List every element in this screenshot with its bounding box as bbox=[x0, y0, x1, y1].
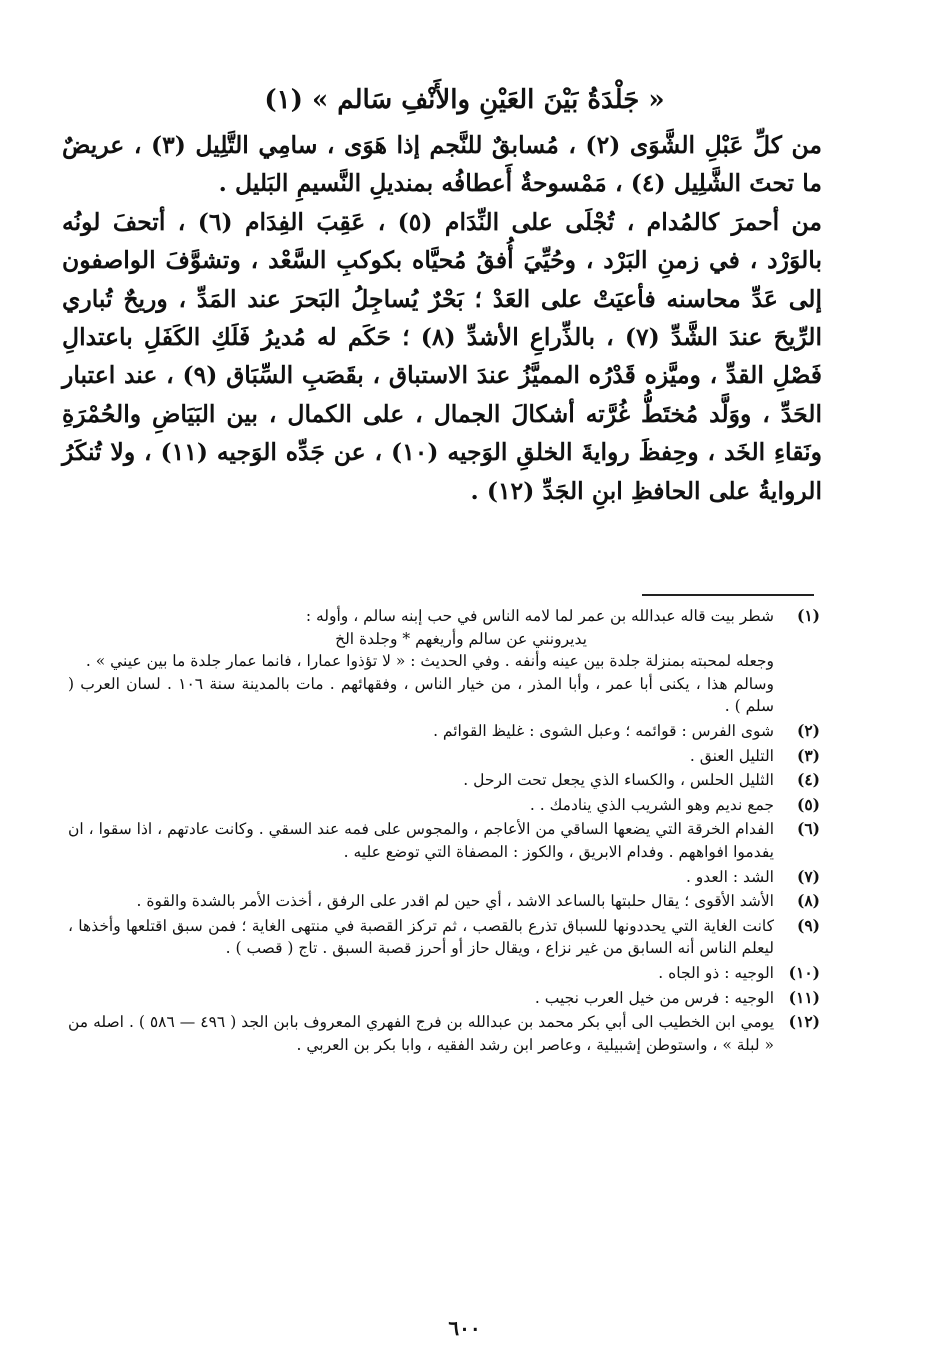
footnote-number: (١) bbox=[796, 606, 820, 625]
footnote-number: (٣) bbox=[796, 745, 820, 765]
footnote-10 bbox=[68, 962, 820, 985]
footnote-number: (٢) bbox=[796, 720, 820, 740]
footnote-number: (٩) bbox=[796, 915, 820, 935]
footnote-number: (١٢) bbox=[788, 1012, 820, 1032]
main-paragraph-2: من أحمرَ كالمُدام ، تُجْلَى على النِّدَام (٥) ، عَقِبَ الفِدَام (٦) ، أتحفَ لونُه بالوَرْد ، في زمنِ البَرْد ، وحُيِّيَ أُفقُ مُحيَّاه بكوكبِ السَّعْد ، وتشوَّفَ الواصفون إلى عَدِّ محاسنه فأعيَتْ على العَدْ ؛ بَحْرٌ يُساجِلُ البَحرَ عند المَدِّ ، وريحٌ تُباري الرِّيحَ عندَ الشَّدِّ (٧) ، بالذِّراعِ الأشدِّ (٨) ؛ حَكَم له مُديرُ فَلَكِ الكَفَلِ باعتدالِ فَصْلِ القدِّ ، وميَّزه قَدْرُه المميَّزُ عندَ الاستباق ، بقَصَبِ السِّبَاق (٩) ، عند اعتبار الحَدِّ ، ووَلَّد مُختَطُّ غُرَّته أشكالَ الجمال ، على الكمال ، بين البَيَاضِ والحُمْرَةِ ونَقاءِ الخَد ، وحِفظَ روايةَ الخلقِ الوَجيه (١٠) ، عن جَدِّه الوَجيه (١١) ، ولا تُنكَرُ الروايةُ على الحافظِ ابنِ الجَدِّ (١٢) . bbox=[62, 207, 822, 505]
footnote-number: (١٠) bbox=[788, 962, 820, 982]
footnote-text: الفدام الخرقة التي يضعها الساقي من الأعاجم ، والمجوس على فمه عند السقي . وكانت عادتهم ، اذا سقوا ، ان يفدموا افواههم . وفدام الابريق ، والكوز : المصفاة التي توضع عليه . bbox=[68, 820, 774, 861]
footnote-5 bbox=[68, 794, 820, 817]
poem-title: « جَلْدَةُ بَيْنَ العَيْنِ والأَنْفِ سَالم » (١) bbox=[264, 85, 665, 115]
footnote-text: شطر بيت قاله عبدالله بن عمر لما لامه الناس في حب إبنه سالم ، وأوله : bbox=[305, 607, 774, 625]
footnote-text: التليل العنق . bbox=[689, 746, 774, 765]
footnote-number: (٥) bbox=[796, 794, 820, 814]
footnote-text: يومي ابن الخطيب الى أبي بكر محمد بن عبدالله بن فرج الفهري المعروف بابن الجد ( ٤٩٦ — ٥٨٦ ) . اصله من « لبلة » ، واستوطن إشبيلية ، وعاصر ابن رشد الفقيه ، وابا بكر بن العربي . bbox=[68, 1013, 775, 1054]
footnote-verse: يديرونني عن سالم وأريغهم * وجلدة الخ bbox=[335, 629, 587, 648]
footnote-text: الوجيه : فرس من خيل العرب نجيب . bbox=[534, 988, 774, 1007]
page-number: ٦٠٠ bbox=[448, 1316, 481, 1340]
footnote-2 bbox=[68, 720, 820, 743]
footnote-text: الأشد الأقوى ؛ يقال حلبتها بالساعد الاشد ، أي حين لم اقدر على الرفق ، أخذت الأمر بالشدة والقوة . bbox=[136, 892, 774, 911]
footnote-text: جمع نديم وهو الشريب الذي ينادمك . . bbox=[529, 795, 774, 814]
footnote-text: وجعله لمحبته بمنزلة جلدة بين عينه وأنفه . وفي الحديث : « لا تؤذوا عمارا ، فانما عمار جلدة ما بين عيني » . bbox=[85, 652, 774, 671]
footnote-number: (٧) bbox=[796, 866, 820, 886]
footnote-3 bbox=[68, 745, 820, 768]
footnote-1 bbox=[68, 605, 820, 718]
footnote-4 bbox=[68, 769, 820, 792]
footnote-number: (٦) bbox=[796, 819, 820, 839]
main-paragraph-1: من كلِّ عَبْلِ الشَّوَى (٢) ، مُسابقٌ للنَّجم إذا هَوَى ، سامِي التَّلِيل (٣) ، عريضٌ ما تحتَ الشَّلِيل (٤) ، مَمْسوحةٌ أَعطافُه بمنديلِ النَّسيمِ البَليل . bbox=[62, 131, 823, 198]
footnotes bbox=[68, 605, 820, 1058]
footnote-text: شوى الفرس : قوائمه ؛ وعبل الشوى : غليظ القوائم . bbox=[433, 721, 774, 740]
footnote-8 bbox=[68, 890, 820, 913]
footnote-text: وسالم هذا ، يكنى أبا عمر ، وأبا المذر ، من خيار الناس ، وفقهائهم . مات بالمدينة سنة ١٠٦ . لسان العرب ( سلم ) . bbox=[68, 674, 774, 716]
footnote-number: (٨) bbox=[796, 891, 820, 911]
footnote-12 bbox=[68, 1011, 820, 1056]
footnote-text: الشد : العدو . bbox=[685, 867, 774, 886]
footnote-text: الوجيه : ذو الجاه . bbox=[658, 963, 774, 982]
footnote-9 bbox=[68, 915, 820, 960]
footnote-text: كانت الغاية التي يحددونها للسباق تذرع بالقصب ، ثم تركز القصبة في منتهى الغاية ؛ فمن سبق اقتلعها وأخذها ، ليعلم الناس أنه السابق من غير نزاع ، ويقال حاز أو أحرز قصبة السبق . تاج ( قصب ) . bbox=[68, 916, 774, 958]
footnote-number: (٤) bbox=[796, 770, 820, 790]
footnote-7 bbox=[68, 866, 820, 889]
main-text bbox=[62, 126, 822, 510]
footnote-11 bbox=[68, 987, 820, 1010]
footnote-text: الثليل الحلس ، والكساء الذي يجعل تحت الرحل . bbox=[463, 771, 774, 790]
footnote-6 bbox=[68, 818, 820, 863]
footnote-number: (١١) bbox=[788, 987, 820, 1007]
footnote-divider bbox=[642, 594, 814, 596]
